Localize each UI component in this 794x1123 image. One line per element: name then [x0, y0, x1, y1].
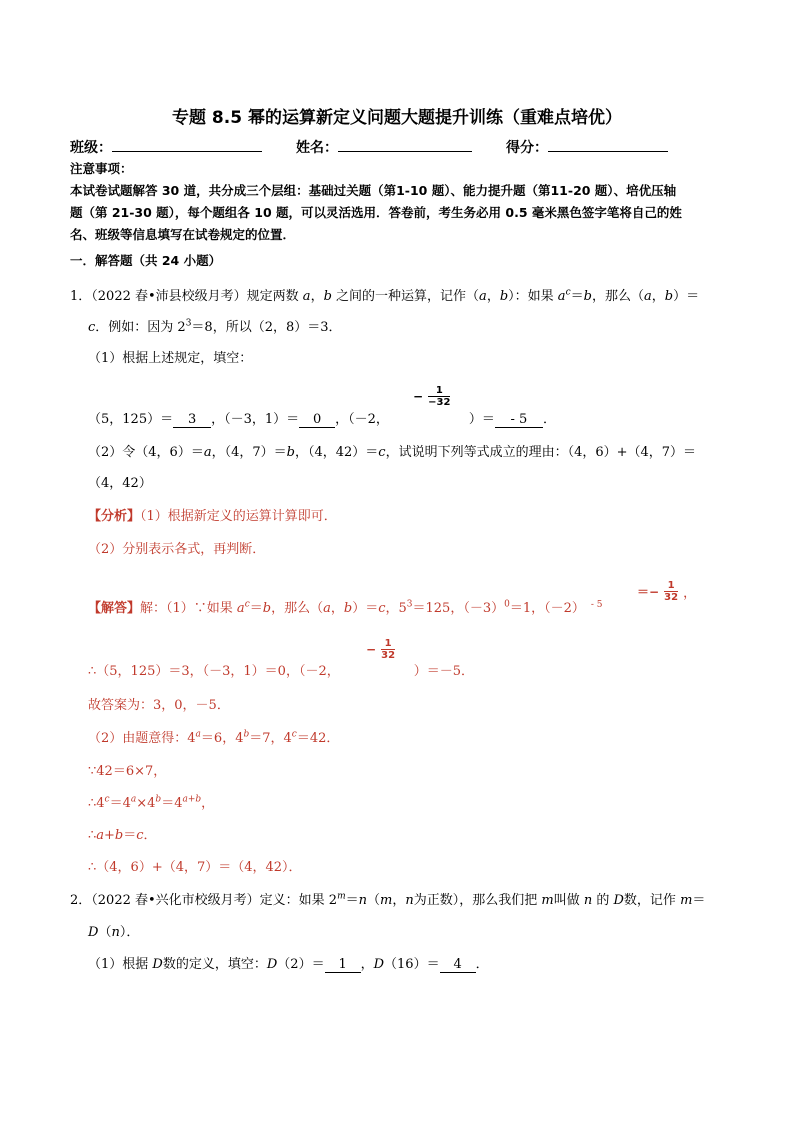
fraction: [381, 638, 395, 661]
fraction: [428, 385, 450, 408]
answer-blank[interactable]: 1: [325, 957, 361, 973]
var: m: [541, 893, 554, 908]
exponent: 3: [406, 599, 413, 610]
class-label: 班级：: [70, 140, 112, 156]
page-title: 专题 8.5 幂的运算新定义问题大题提升训练（重难点培优）: [172, 108, 622, 128]
equals-minus: ＝−: [637, 585, 660, 599]
section-heading: 一．解答题（共 24 小题）: [70, 253, 222, 268]
fraction-numerator: 1: [664, 580, 678, 592]
text: （2）由题意得：4: [88, 731, 196, 746]
text: ×4: [136, 796, 156, 811]
solution-tag: 【解答】: [88, 601, 141, 616]
q1-solution-line1: [88, 597, 603, 616]
text: 数，记作: [623, 893, 681, 908]
text: ）＝: [468, 412, 495, 427]
text: ，那么（: [271, 601, 324, 616]
exponent: m: [337, 891, 346, 902]
answer-blank[interactable]: 4: [440, 957, 476, 973]
exponent: c: [104, 794, 110, 805]
text: 叫做: [553, 893, 584, 908]
text: ∴（5，125）＝3，（－3，1）＝0，（－2，: [88, 664, 340, 679]
q1-stem-line1: [70, 285, 699, 304]
fraction-denominator: 32: [381, 650, 396, 661]
text: ）＝: [673, 289, 700, 304]
text: ＝125，（－3）: [412, 601, 505, 616]
q2-part1-fill-line: [88, 953, 489, 973]
score-label: 得分：: [506, 140, 548, 156]
var: b: [664, 289, 674, 304]
text: ＝: [692, 893, 706, 908]
var: n: [111, 925, 120, 940]
exponent: c: [244, 599, 250, 610]
var: a: [236, 601, 245, 616]
exponent: 0: [504, 599, 510, 610]
exponent: a: [130, 794, 137, 805]
answer-blank[interactable]: 0: [299, 412, 335, 428]
text: ，5: [385, 601, 407, 616]
text: ，: [310, 289, 324, 304]
text: （: [367, 893, 381, 908]
var: a: [203, 445, 212, 460]
var: a: [557, 289, 566, 304]
q1-solution-line2: [88, 660, 474, 679]
minus-sign: −: [366, 642, 377, 657]
text: ＝8，所以（2，8）＝3．: [191, 320, 342, 335]
text: ＝: [570, 289, 584, 304]
var: n: [405, 893, 414, 908]
exponent: 3: [185, 318, 192, 329]
text: ，: [683, 586, 697, 601]
notice-heading: 注意事项：: [70, 161, 133, 176]
notice-line: 名、班级等信息填写在试卷规定的位置．: [70, 227, 296, 242]
text: ）：如果: [508, 289, 558, 304]
q1-part1-fill-line: [88, 408, 556, 428]
q1-analysis-line1: [88, 505, 337, 524]
var: a: [323, 601, 331, 616]
var: D: [613, 893, 624, 908]
text: ．例如：因为 2: [95, 320, 186, 335]
text: （2）令（4，6）＝: [88, 445, 204, 460]
text: （1）根据新定义的运算计算即可．: [140, 509, 337, 524]
name-label: 姓名：: [296, 140, 338, 156]
q1-solution-line4: [88, 727, 339, 746]
text: ∴: [88, 828, 97, 843]
text: ＝: [123, 828, 137, 843]
text: ，: [201, 796, 215, 811]
text: ，（－3，1）＝: [211, 412, 300, 427]
text: ＝: [345, 893, 359, 908]
name-field: [296, 137, 472, 157]
text: ＝1，（－2）: [509, 601, 585, 616]
notice-line: 题（第 21-30 题），每个题组各 10 题，可以灵活选用．答卷前，考生务必用 0.5 毫米黑色签字笔将自己的姓: [70, 205, 682, 220]
fraction-numerator: 1: [381, 638, 395, 650]
var: b: [499, 289, 509, 304]
text: ＝6，4: [200, 731, 244, 746]
var: D: [266, 957, 278, 972]
text: （2）＝: [277, 957, 325, 972]
var: a: [302, 289, 311, 304]
text: ，试说明下列等式成立的理由：（4，6）+（4，7）＝: [385, 445, 697, 460]
text: ．: [143, 828, 157, 843]
text: ，（4，7）＝: [211, 445, 287, 460]
q2-stem-line2: [88, 921, 139, 940]
fraction: [664, 580, 678, 603]
var: n: [358, 893, 367, 908]
notice-line: 本试卷试题解答 30 道，共分成三个层组：基础过关题（第1-10 题）、能力提升题（第11-20 题）、培优压轴: [70, 183, 677, 198]
var: D: [88, 925, 99, 940]
text: ，: [486, 289, 500, 304]
text: ∴4: [88, 796, 105, 811]
text: ，（－2，: [335, 412, 389, 427]
name-blank[interactable]: [338, 137, 472, 152]
text: ，: [651, 289, 665, 304]
class-blank[interactable]: [112, 137, 262, 152]
text: ＝42．: [296, 731, 340, 746]
q1-part2-line2: （4，42）: [88, 476, 152, 491]
q1-solution-line3: 故答案为：3，0，－5．: [88, 698, 230, 713]
var: a: [479, 289, 487, 304]
var: a: [643, 289, 652, 304]
text: ．: [542, 412, 556, 427]
class-field: [70, 137, 262, 157]
text: ）＝: [352, 601, 379, 616]
text: ＝4: [161, 796, 183, 811]
analysis-tag: 【分析】: [88, 509, 141, 524]
q1-part1-prompt: （1）根据上述规定，填空：: [88, 351, 253, 366]
text: 数的定义，填空：: [162, 957, 267, 972]
q1-solution-line5: ∵42＝6×7，: [88, 764, 167, 779]
var: D: [373, 957, 385, 972]
text: 的: [592, 893, 614, 908]
var: m: [380, 893, 393, 908]
score-blank[interactable]: [548, 137, 668, 152]
text: ＝4: [109, 796, 131, 811]
var: n: [583, 893, 593, 908]
var: b: [583, 289, 592, 304]
fraction-denominator: −32: [428, 397, 451, 408]
score-field: [506, 137, 668, 157]
text: ，: [360, 957, 374, 972]
text: （5，125）＝: [88, 412, 174, 427]
q2-stem-line1: [70, 889, 705, 908]
text: ．: [475, 957, 489, 972]
q1-solution-line7: [88, 824, 157, 843]
fraction-numerator: 1: [428, 385, 450, 397]
text: ，: [330, 601, 344, 616]
exponent: c: [291, 729, 297, 740]
fraction-denominator: 32: [664, 592, 679, 603]
q1-solution-fraction2: [366, 638, 395, 661]
text: ，那么（: [591, 289, 644, 304]
var: D: [152, 957, 163, 972]
q1-fraction: [413, 385, 450, 408]
exponent: a: [195, 729, 201, 740]
text: （: [98, 925, 112, 940]
q1-solution-line8: ∴（4，6）+（4，7）＝（4，42）．: [88, 860, 302, 875]
text: ＝: [249, 601, 263, 616]
var: c: [378, 601, 386, 616]
text: ＝7，4: [249, 731, 292, 746]
var: b: [262, 601, 272, 616]
text: ）．: [119, 925, 140, 940]
text: ，（4，42）＝: [294, 445, 379, 460]
q1-solution-line6: [88, 792, 214, 811]
exponent: - 5: [590, 599, 603, 610]
exponent: b: [155, 794, 162, 805]
answer-blank[interactable]: 3: [173, 412, 211, 428]
var: b: [286, 445, 295, 460]
text: 解：（1）∵如果: [140, 601, 237, 616]
var: b: [343, 601, 353, 616]
text: ，: [392, 893, 406, 908]
var: a+b: [96, 828, 124, 843]
var: c: [136, 828, 144, 843]
text: （16）＝: [384, 957, 440, 972]
minus-sign: −: [413, 389, 424, 404]
answer-blank[interactable]: - 5: [495, 412, 543, 428]
exponent: a+b: [182, 794, 202, 805]
text: 为正数），那么我们把: [413, 893, 542, 908]
q1-solution-fraction1: [637, 580, 696, 603]
q1-stem-line2: [88, 316, 342, 335]
text: 2．（2022 春•兴化市校级月考）定义：如果 2: [70, 893, 338, 908]
q1-analysis-line2: （2）分别表示各式，再判断．: [88, 542, 266, 557]
notice-block: [70, 158, 682, 246]
text: 之间的一种运算，记作（: [331, 289, 480, 304]
var: c: [88, 320, 96, 335]
exponent: c: [565, 287, 571, 298]
text: （1）根据: [88, 957, 153, 972]
var: b: [323, 289, 332, 304]
text: 1．（2022 春•沛县校级月考）规定两数: [70, 289, 303, 304]
var: m: [680, 893, 693, 908]
text: ）＝－5．: [413, 664, 474, 679]
q1-part2-line1: [88, 441, 696, 460]
var: c: [378, 445, 386, 460]
exponent: b: [243, 729, 250, 740]
